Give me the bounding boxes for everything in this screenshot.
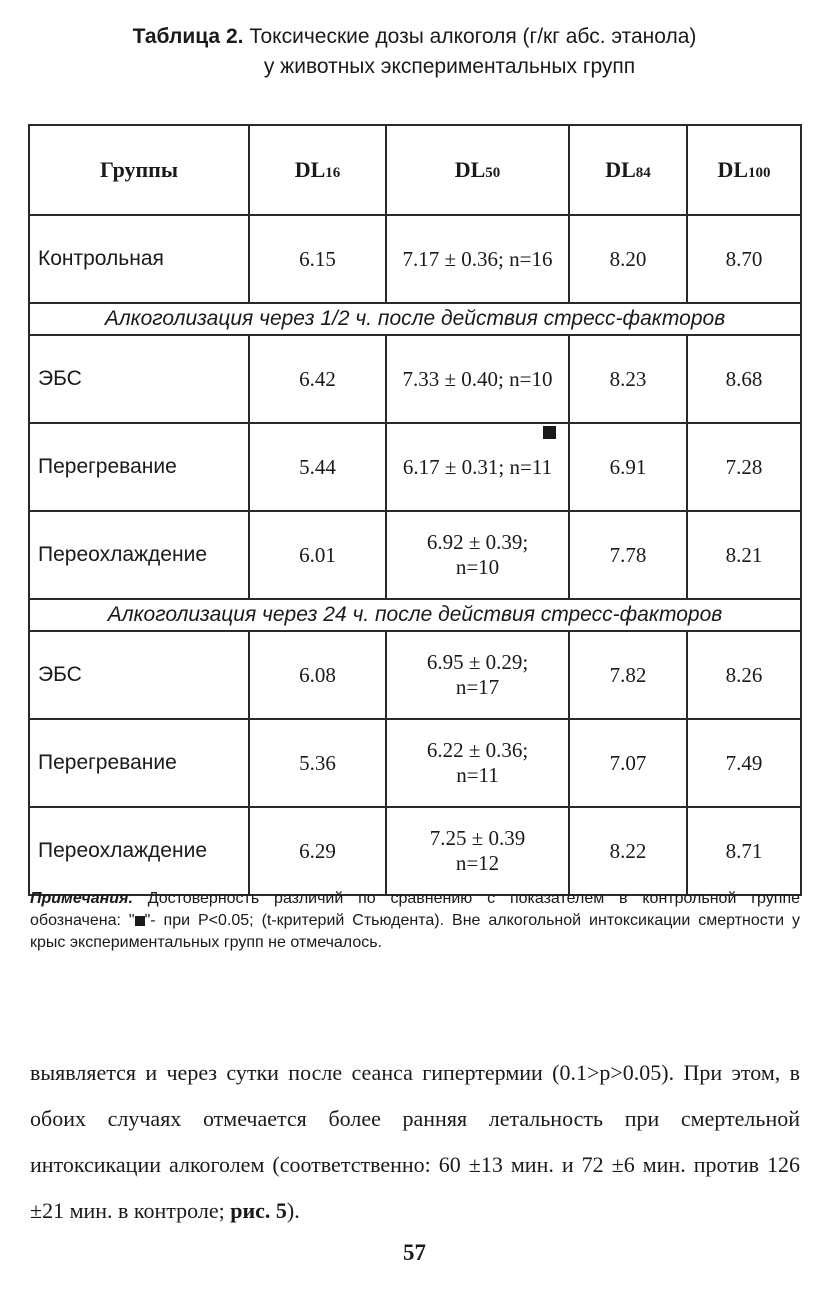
significance-marker-icon xyxy=(543,426,556,439)
caption-label: Таблица 2. xyxy=(132,25,244,48)
cell-dl50 xyxy=(386,335,569,423)
cell-dl84: 7.07 xyxy=(569,719,687,807)
cell-dl50-line1: 6.17 ± 0.31; n=11 xyxy=(402,454,553,479)
cell-dl50 xyxy=(386,423,569,511)
cell-dl100: 7.49 xyxy=(687,719,801,807)
toxic-doses-table xyxy=(28,124,802,896)
header-dl100-main: DL xyxy=(717,157,749,182)
cell-dl100: 7.28 xyxy=(687,423,801,511)
table-row xyxy=(29,807,801,895)
cell-dl100: 8.26 xyxy=(687,631,801,719)
header-dl16-main: DL xyxy=(294,157,326,182)
table-row xyxy=(29,511,801,599)
header-dl16-sub: 16 xyxy=(325,165,341,181)
cell-dl50 xyxy=(386,719,569,807)
cell-dl50 xyxy=(386,631,569,719)
header-dl84-sub: 84 xyxy=(635,165,651,181)
body-text-1: выявляется и через сутки после сеанса гипертермии (0.1>p>0.05). При этом, в обоих случаях отмечается более ранняя летальность при смертельной интоксикации алкоголем (соответственно: 60 ±13 мин. и 72 ±6 мин. против 126 ±21 мин. в контроле; xyxy=(30,1060,800,1223)
caption-title: Токсические дозы алкоголя (г/кг абс. этанола) xyxy=(249,25,697,48)
cell-dl100: 8.68 xyxy=(687,335,801,423)
section-title-1: Алкоголизация через 1/2 ч. после действия стресс-факторов xyxy=(29,303,801,335)
table-note xyxy=(30,888,800,954)
cell-dl16: 6.29 xyxy=(249,807,386,895)
note-lead: Примечания. xyxy=(30,890,133,907)
cell-dl84: 8.20 xyxy=(569,215,687,303)
cell-dl84: 7.78 xyxy=(569,511,687,599)
figure-reference: рис. 5 xyxy=(230,1198,287,1223)
cell-group: Перегревание xyxy=(29,719,249,807)
table-row-control xyxy=(29,215,801,303)
table-row xyxy=(29,631,801,719)
cell-dl16: 6.15 xyxy=(249,215,386,303)
note-text-1: Достоверность различий по сравнению с показателем в контрольной группе обозначена: " xyxy=(30,890,800,929)
header-dl50-sub: 50 xyxy=(485,165,501,181)
section-title-2: Алкоголизация через 24 ч. после действия стресс-факторов xyxy=(29,599,801,631)
cell-dl50 xyxy=(386,511,569,599)
cell-dl50 xyxy=(386,807,569,895)
cell-dl16: 6.42 xyxy=(249,335,386,423)
cell-dl50-line2: n=17 xyxy=(455,675,500,699)
header-dl16 xyxy=(249,125,386,215)
cell-dl50-line1: 7.25 ± 0.39 xyxy=(429,826,526,850)
cell-dl50-line2: n=12 xyxy=(455,851,500,875)
cell-dl84: 8.23 xyxy=(569,335,687,423)
cell-dl50-line1: 6.22 ± 0.36; xyxy=(426,738,529,762)
cell-group: ЭБС xyxy=(29,335,249,423)
cell-dl100: 8.70 xyxy=(687,215,801,303)
header-dl100-sub: 100 xyxy=(748,165,771,181)
cell-group: Переохлаждение xyxy=(29,511,249,599)
cell-dl50-line2: n=10 xyxy=(455,555,500,579)
table-row xyxy=(29,719,801,807)
header-dl84 xyxy=(569,125,687,215)
caption-line-2: у животных экспериментальных групп xyxy=(263,55,636,78)
header-groups: Группы xyxy=(29,125,249,215)
cell-dl84: 8.22 xyxy=(569,807,687,895)
header-dl84-main: DL xyxy=(605,157,636,182)
cell-dl84: 7.82 xyxy=(569,631,687,719)
header-dl50 xyxy=(386,125,569,215)
significance-square-icon xyxy=(135,916,145,926)
header-dl100 xyxy=(687,125,801,215)
cell-dl100: 8.71 xyxy=(687,807,801,895)
cell-dl50-line1: 7.33 ± 0.40; n=10 xyxy=(402,366,553,391)
cell-dl16: 5.44 xyxy=(249,423,386,511)
cell-group: ЭБС xyxy=(29,631,249,719)
cell-dl84: 6.91 xyxy=(569,423,687,511)
cell-group: Перегревание xyxy=(29,423,249,511)
cell-group: Переохлаждение xyxy=(29,807,249,895)
body-paragraph xyxy=(30,1050,800,1234)
header-dl50-main: DL xyxy=(454,157,486,182)
cell-dl16: 6.01 xyxy=(249,511,386,599)
cell-group: Контрольная xyxy=(29,215,249,303)
table-row xyxy=(29,423,801,511)
cell-dl16: 5.36 xyxy=(249,719,386,807)
cell-dl100: 8.21 xyxy=(687,511,801,599)
page-number: 57 xyxy=(403,1240,426,1265)
section-row-2 xyxy=(29,599,801,631)
cell-dl16: 6.08 xyxy=(249,631,386,719)
caption-line-1 xyxy=(0,22,829,52)
table-header-row xyxy=(29,125,801,215)
table-caption xyxy=(0,22,829,82)
body-text-2: ). xyxy=(286,1198,300,1223)
cell-dl50: 7.17 ± 0.36; n=16 xyxy=(386,215,569,303)
cell-dl50-line1: 6.95 ± 0.29; xyxy=(426,650,529,674)
cell-dl50-line2: n=11 xyxy=(456,763,499,787)
table-row xyxy=(29,335,801,423)
cell-dl50-line1: 6.92 ± 0.39; xyxy=(426,530,529,554)
note-text-2: "- при P<0.05; (t-критерий Стьюдента). Вне алкогольной интоксикации смертности у крыс экспериментальных групп не отмечалось. xyxy=(30,912,800,951)
section-row-1 xyxy=(29,303,801,335)
